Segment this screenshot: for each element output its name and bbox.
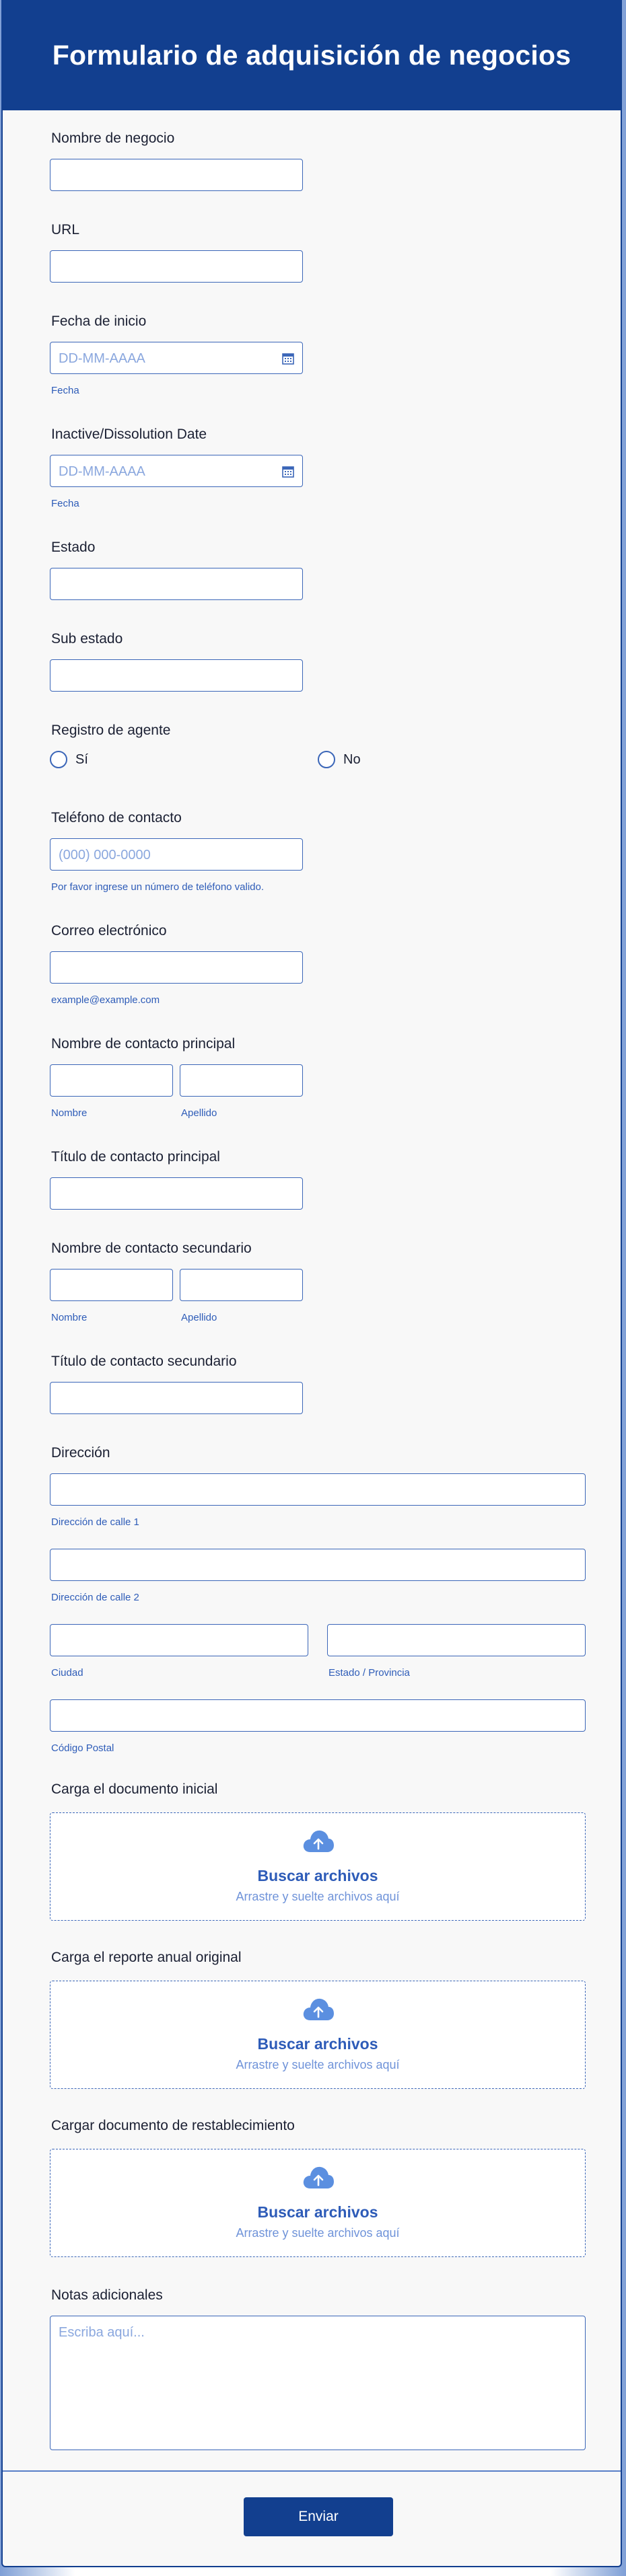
secondary-first-name-sublabel: Nombre (51, 1312, 88, 1323)
state-input[interactable] (50, 568, 303, 600)
street1-sublabel: Dirección de calle 1 (51, 1516, 139, 1528)
primary-last-name-sublabel: Apellido (181, 1107, 217, 1119)
phone-placeholder: (000) 000-0000 (59, 848, 151, 862)
zip-input[interactable] (50, 1699, 586, 1732)
secondary-first-name-input[interactable] (50, 1269, 173, 1301)
url-label: URL (51, 222, 80, 237)
inactive-date-placeholder: DD-MM-AAAA (59, 464, 145, 479)
radio-button[interactable] (50, 751, 67, 768)
form-card (1, 0, 622, 2567)
address-label: Dirección (51, 1445, 110, 1461)
secondary-contact-title-label: Título de contacto secundario (51, 1354, 237, 1369)
province-input[interactable] (327, 1624, 586, 1656)
drag-drop-hint: Arrastre y suelte archivos aquí (236, 1890, 400, 1903)
secondary-contact-name-label: Nombre de contacto secundario (51, 1241, 252, 1256)
upload-initial-dropzone[interactable] (50, 1812, 586, 1921)
radio-button[interactable] (318, 751, 335, 768)
business-name-label: Nombre de negocio (51, 131, 175, 146)
start-date-input[interactable] (50, 342, 303, 374)
primary-contact-title-input[interactable] (50, 1177, 303, 1210)
phone-input[interactable] (50, 838, 303, 871)
inactive-date-label: Inactive/Dissolution Date (51, 427, 207, 442)
sub-state-label: Sub estado (51, 631, 123, 647)
primary-first-name-sublabel: Nombre (51, 1107, 88, 1119)
upload-annual-dropzone[interactable] (50, 1981, 586, 2089)
agent-registration-label: Registro de agente (51, 723, 171, 738)
drag-drop-hint: Arrastre y suelte archivos aquí (236, 2058, 400, 2071)
inactive-date-input[interactable] (50, 455, 303, 487)
cloud-upload-icon (302, 1828, 335, 1855)
primary-contact-name-label: Nombre de contacto principal (51, 1036, 236, 1052)
upload-initial-label: Carga el documento inicial (51, 1781, 218, 1797)
phone-label: Teléfono de contacto (51, 810, 182, 825)
inactive-date-sublabel: Fecha (51, 498, 79, 509)
city-sublabel: Ciudad (51, 1667, 83, 1679)
zip-sublabel: Código Postal (51, 1742, 114, 1754)
email-sublabel: example@example.com (51, 994, 160, 1006)
upload-reinstatement-dropzone[interactable] (50, 2149, 586, 2257)
street2-input[interactable] (50, 1549, 586, 1581)
street1-input[interactable] (50, 1473, 586, 1506)
radio-option-yes[interactable] (50, 751, 88, 768)
form-header (3, 0, 621, 110)
secondary-last-name-sublabel: Apellido (181, 1312, 217, 1323)
url-input[interactable] (50, 250, 303, 283)
notes-label: Notas adicionales (51, 2287, 163, 2303)
radio-label-yes: Sí (75, 751, 88, 767)
start-date-placeholder: DD-MM-AAAA (59, 351, 145, 366)
notes-placeholder: Escriba aquí... (59, 2325, 145, 2340)
city-input[interactable] (50, 1624, 308, 1656)
primary-first-name-input[interactable] (50, 1064, 173, 1097)
browse-files-button[interactable]: Buscar archivos (257, 2203, 378, 2221)
upload-annual-label: Carga el reporte anual original (51, 1950, 242, 1965)
primary-contact-title-label: Título de contacto principal (51, 1149, 220, 1165)
email-input[interactable] (50, 951, 303, 984)
calendar-icon[interactable] (282, 353, 294, 365)
email-label: Correo electrónico (51, 923, 167, 939)
sub-state-input[interactable] (50, 659, 303, 692)
footer-divider (3, 2470, 621, 2472)
business-name-input[interactable] (50, 159, 303, 191)
state-label: Estado (51, 540, 96, 555)
primary-last-name-input[interactable] (180, 1064, 303, 1097)
radio-option-no[interactable] (318, 751, 361, 768)
upload-reinstatement-label: Cargar documento de restablecimiento (51, 2118, 295, 2133)
secondary-last-name-input[interactable] (180, 1269, 303, 1301)
notes-textarea[interactable] (50, 2316, 586, 2450)
cloud-upload-icon (302, 1996, 335, 2023)
submit-button[interactable]: Enviar (244, 2497, 393, 2536)
drag-drop-hint: Arrastre y suelte archivos aquí (236, 2226, 400, 2240)
province-sublabel: Estado / Provincia (328, 1667, 410, 1679)
start-date-sublabel: Fecha (51, 385, 79, 396)
browse-files-button[interactable]: Buscar archivos (257, 1867, 378, 1884)
browse-files-button[interactable]: Buscar archivos (257, 2035, 378, 2053)
form-title: Formulario de adquisición de negocios (52, 39, 571, 71)
phone-sublabel: Por favor ingrese un número de teléfono valido. (51, 881, 265, 893)
street2-sublabel: Dirección de calle 2 (51, 1592, 139, 1603)
radio-label-no: No (343, 751, 361, 767)
calendar-icon[interactable] (282, 466, 294, 478)
secondary-contact-title-input[interactable] (50, 1382, 303, 1414)
start-date-label: Fecha de inicio (51, 314, 147, 329)
cloud-upload-icon (302, 2164, 335, 2191)
